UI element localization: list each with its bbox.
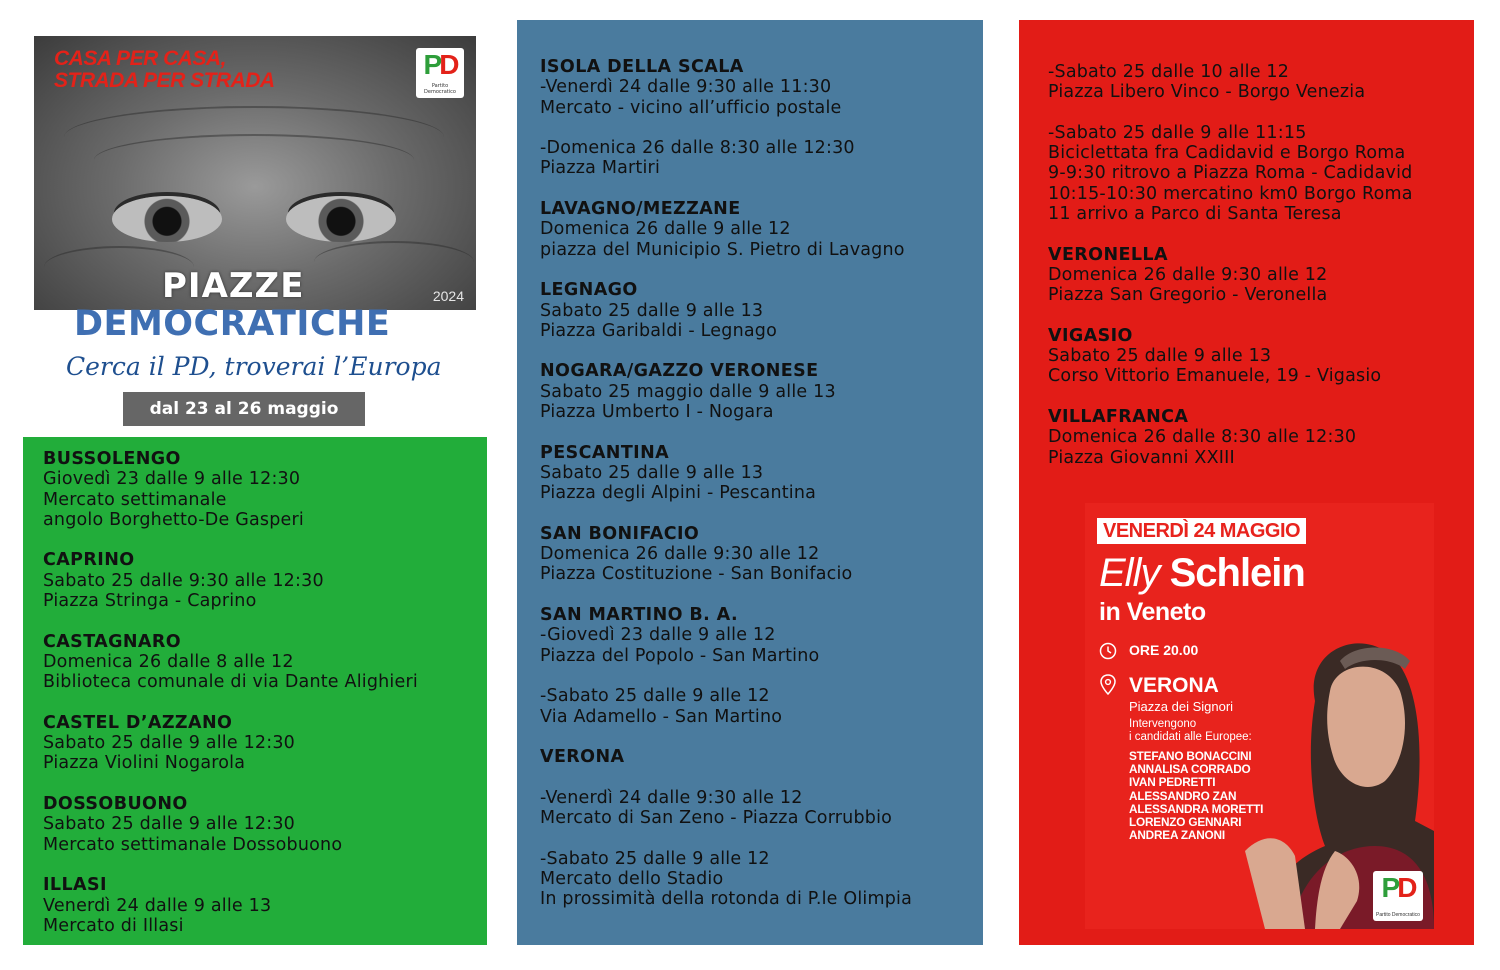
year-label: 2024 [432,288,464,304]
speaker-name [1099,549,1305,597]
location-name: SAN BONIFACIO [540,523,700,544]
event-region: in Veneto [1099,598,1206,626]
location-detail: Piazza degli Alpini - Pescantina [540,483,817,504]
pd-logo-caption: Partito Democratico [1376,912,1420,918]
pd-logo-caption: Partito Democratico [424,83,456,95]
event-intro-line-2: i candidati alle Europee: [1129,731,1252,743]
location-detail: Sabato 25 maggio dalle 9 alle 13 [540,381,836,402]
clock-icon [1099,642,1117,660]
location-detail: Domenica 26 dalle 9:30 alle 12 [1048,264,1328,285]
location-entry [1048,326,1474,387]
location-name: CASTAGNARO [43,631,182,652]
location-detail: -Sabato 25 dalle 10 alle 12 [1048,62,1290,82]
location-detail: Sabato 25 dalle 9 alle 12:30 [43,733,296,754]
event-time: ORE 20.00 [1129,642,1199,658]
location-entry [43,632,487,693]
location-detail: Biciclettata fra Cadidavid e Borgo Roma [1048,143,1406,164]
location-entry [1048,407,1474,468]
location-name: LAVAGNO/MEZZANE [540,199,741,220]
location-name: ILLASI [43,875,107,896]
location-detail: 10:15-10:30 mercatino km0 Borgo Roma [1048,183,1413,204]
candidate-name: ANDREA ZANONI [1129,828,1225,843]
event-intro [1129,718,1252,744]
candidate-name: ALESSANDRA MORETTI [1129,801,1264,816]
location-detail: Piazza San Gregorio - Veronella [1048,285,1328,306]
candidate-name: LORENZO GENNARI [1129,815,1242,830]
location-entry [540,361,983,422]
location-name: BUSSOLENGO [43,449,181,469]
event-pd-logo [1373,871,1423,921]
spacer [540,828,983,848]
location-detail: Piazza Giovanni XXIII [1048,447,1235,468]
title-piazze: PIAZZE [162,266,305,306]
location-detail: In prossimità della rotonda di P.le Olimpia [540,889,913,910]
spacer [1048,103,1474,123]
green-column [23,437,487,945]
location-name: VILLAFRANCA [1048,407,1189,428]
speaker-first-name: Elly [1099,551,1160,595]
location-detail: Piazza Umberto I - Nogara [540,402,774,423]
spacer [540,666,983,686]
location-name: NOGARA/GAZZO VERONESE [540,361,819,382]
location-detail: Piazza Libero Vinco - Borgo Venezia [1048,82,1366,103]
location-entry [540,524,983,585]
location-pin-icon [1099,674,1117,696]
location-name: SAN MARTINO B. A. [540,605,738,626]
spacer [540,767,983,787]
location-detail: Mercato di Illasi [43,915,184,936]
candidates-list [1129,750,1263,842]
location-detail: Piazza Violini Nogarola [43,753,246,774]
slogan [54,48,275,92]
location-detail: Domenica 26 dalle 9 alle 12 [540,219,791,240]
speaker-last-name: Schlein [1169,551,1305,595]
location-name: VERONELLA [1048,244,1168,265]
event-place-row [1099,674,1233,714]
pd-logo-mark: PD [1381,872,1415,903]
candidate-name: ALESSANDRO ZAN [1129,788,1237,803]
location-name: ISOLA DELLA SCALA [540,57,744,77]
location-detail: Piazza del Popolo - San Martino [540,645,820,666]
location-detail: Mercato settimanale Dossobuono [43,834,343,855]
tagline: Cerca il PD, troverai l’Europa [66,352,442,381]
location-name: CAPRINO [43,550,135,571]
location-detail: Via Adamello - San Martino [540,706,783,727]
location-entry [540,280,983,341]
candidate-name: STEFANO BONACCINI [1129,749,1252,763]
candidate-name: IVAN PEDRETTI [1129,775,1216,790]
location-detail: Mercato settimanale [43,489,227,510]
location-entry [43,875,487,936]
location-entry [540,747,983,909]
location-detail: Giovedì 23 dalle 9 alle 12:30 [43,469,301,490]
location-detail: Sabato 25 dalle 9:30 alle 12:30 [43,570,324,591]
event-city: VERONA [1129,674,1219,697]
location-detail: Domenica 26 dalle 8 alle 12 [43,651,294,672]
pd-logo [416,48,464,98]
location-detail: -Venerdì 24 dalle 9:30 alle 11:30 [540,77,832,98]
location-entry [43,449,487,530]
location-detail: -Sabato 25 dalle 9 alle 11:15 [1048,122,1307,143]
event-square: Piazza dei Signori [1129,699,1234,714]
location-detail: Piazza Costituzione - San Bonifacio [540,564,853,585]
location-detail: Domenica 26 dalle 8:30 alle 12:30 [1048,427,1357,448]
location-detail: Corso Vittorio Emanuele, 19 - Vigasio [1048,366,1382,387]
location-entry [540,443,983,504]
location-detail: Mercato di San Zeno - Piazza Corrubbio [540,807,893,828]
event-poster [1085,503,1434,929]
location-detail: Sabato 25 dalle 9 alle 12:30 [43,814,296,835]
location-name: VIGASIO [1048,325,1133,346]
location-detail: -Domenica 26 dalle 8:30 alle 12:30 [540,138,855,159]
title-democratiche: DEMOCRATICHE [74,304,391,344]
candidate-name: ANNALISA CORRADO [1129,762,1251,777]
location-name: LEGNAGO [540,280,638,301]
location-detail: Domenica 26 dalle 9:30 alle 12 [540,544,820,565]
location-entry [43,550,487,611]
event-time-row [1099,642,1198,658]
eye-right [286,196,396,242]
location-entry [540,57,983,179]
eye-left [112,196,222,242]
location-entry [43,713,487,774]
location-detail: 9-9:30 ritrovo a Piazza Roma - Cadidavid [1048,163,1413,184]
slogan-line-1: CASA PER CASA, [54,47,226,70]
location-detail: Mercato dello Stadio [540,868,724,889]
event-date: VENERDÌ 24 MAGGIO [1097,518,1306,544]
location-detail: -Venerdì 24 dalle 9:30 alle 12 [540,787,803,808]
location-name: PESCANTINA [540,442,670,463]
blue-column [517,20,983,945]
location-entry [540,199,983,260]
location-detail: angolo Borghetto-De Gasperi [43,509,304,530]
location-detail: -Sabato 25 dalle 9 alle 12 [540,686,770,707]
location-entry [43,794,487,855]
location-detail: Mercato - vicino all’ufficio postale [540,97,842,118]
location-entry [1048,62,1474,224]
location-detail: -Giovedì 23 dalle 9 alle 12 [540,625,776,646]
pd-logo-mark: PD [423,49,457,80]
event-intro-line-1: Intervengono [1129,718,1197,730]
location-entry [540,605,983,727]
location-name: VERONA [540,747,625,768]
location-detail: piazza del Municipio S. Pietro di Lavagno [540,239,905,260]
spacer [540,118,983,138]
face-shading [94,134,414,186]
location-entry [1048,245,1474,306]
location-detail: Piazza Garibaldi - Legnago [540,320,778,341]
location-detail: 11 arrivo a Parco di Santa Teresa [1048,204,1342,225]
location-name: CASTEL D’AZZANO [43,712,233,733]
location-detail: Sabato 25 dalle 9 alle 13 [540,300,764,321]
location-detail: -Sabato 25 dalle 9 alle 12 [540,848,770,869]
location-detail: Biblioteca comunale di via Dante Alighieri [43,672,418,693]
slogan-line-2: STRADA PER STRADA [54,69,275,92]
location-detail: Piazza Stringa - Caprino [43,591,257,612]
location-name: DOSSOBUONO [43,794,188,815]
location-detail: Sabato 25 dalle 9 alle 13 [1048,346,1272,367]
location-detail: Venerdì 24 dalle 9 alle 13 [43,895,272,916]
location-detail: Sabato 25 dalle 9 alle 13 [540,462,764,483]
location-detail: Piazza Martiri [540,158,661,179]
date-range-badge: dal 23 al 26 maggio [123,392,365,426]
